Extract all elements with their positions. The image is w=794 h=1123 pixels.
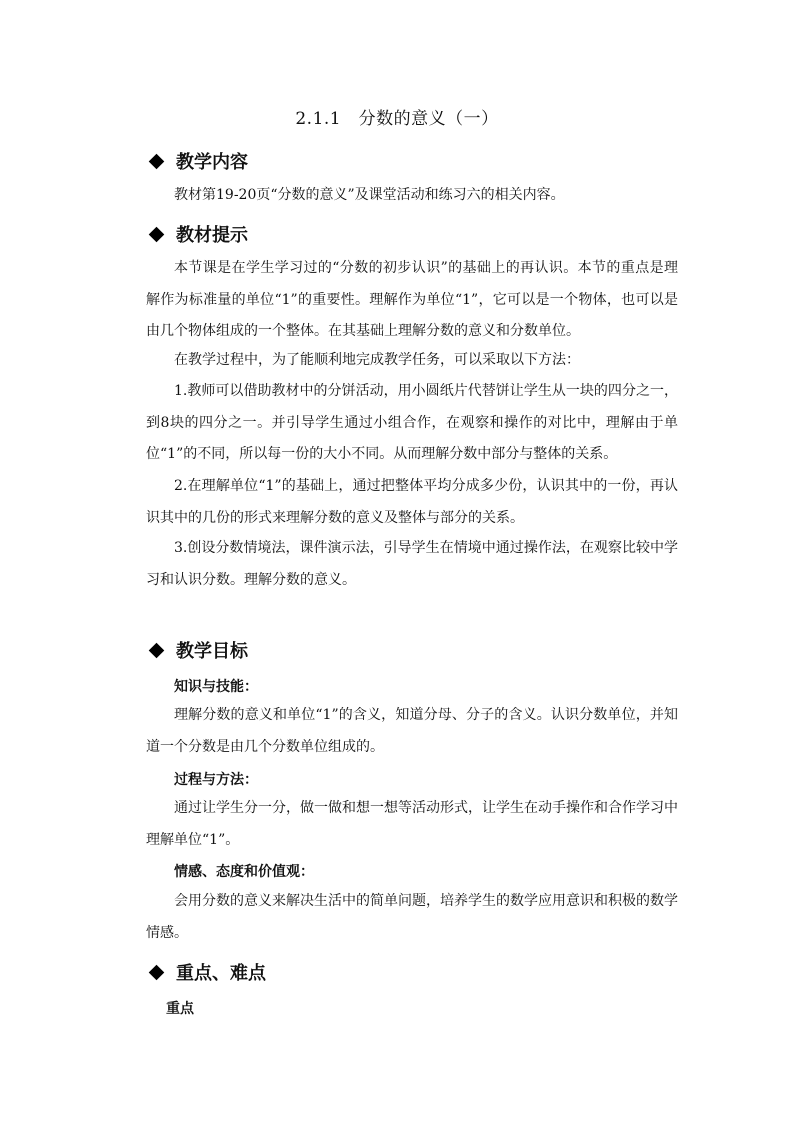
paragraph: 本节课是在学生学习过的“分数的初步认识”的基础上的再认识。本节的重点是理解作为标准量的单位“1”的重要性。理解作为单位“1”，它可以是一个物体，也可以是由几个物体组成的一个整体。在其基础上理解分数的意义和分数单位。 xyxy=(146,260,678,339)
paragraph: 3.创设分数情境法，课件演示法，引导学生在情境中通过操作法，在观察比较中学习和认识分数。理解分数的意义。 xyxy=(146,540,678,588)
subsection-label-knowledge: 知识与技能： xyxy=(174,679,258,695)
paragraph: 理解分数的意义和单位“1”的含义，知道分母、分子的含义。认识分数单位，并知道一个分数是由几个分数单位组成的。 xyxy=(146,707,678,755)
section-heading-label: 重点、难点 xyxy=(176,963,266,984)
paragraph: 2.在理解单位“1”的基础上，通过把整体平均分成多少份，认识其中的一份，再认识其中的几份的形式来理解分数的意义及整体与部分的关系。 xyxy=(146,478,678,526)
diamond-bullet-icon xyxy=(149,642,165,658)
diamond-bullet-icon xyxy=(149,964,165,980)
section-heading-teaching-goals xyxy=(148,637,248,663)
paragraph: 通过让学生分一分，做一做和想一想等活动形式，让学生在动手操作和合作学习中理解单位“1”。 xyxy=(146,800,678,848)
section-heading-label: 教材提示 xyxy=(176,225,248,246)
page-title: 2.1.1 分数的意义（一） xyxy=(295,109,499,129)
subsection-label-attitude: 情感、态度和价值观： xyxy=(174,864,314,880)
section-heading-textbook-tips xyxy=(148,221,248,247)
subsection-label-process: 过程与方法： xyxy=(174,772,258,788)
subsection-label-key-point: 重点 xyxy=(166,1001,194,1017)
section-heading-label: 教学内容 xyxy=(176,152,248,173)
paragraph: 会用分数的意义来解决生活中的简单问题，培养学生的数学应用意识和积极的数学情感。 xyxy=(146,893,678,941)
section-heading-teaching-content xyxy=(148,148,248,174)
paragraph: 1.教师可以借助教材中的分饼活动，用小圆纸片代替饼让学生从一块的四分之一，到8块的四分之一。并引导学生通过小组合作，在观察和操作的对比中，理解由于单位“1”的不同，所以每一份的大小不同。从而理解分数中部分与整体的关系。 xyxy=(146,383,678,462)
section-heading-key-points xyxy=(148,959,266,985)
diamond-bullet-icon xyxy=(149,226,165,242)
paragraph: 教材第19-20页“分数的意义”及课堂活动和练习六的相关内容。 xyxy=(174,187,565,203)
diamond-bullet-icon xyxy=(149,153,165,169)
section-heading-label: 教学目标 xyxy=(176,641,248,662)
paragraph: 在教学过程中，为了能顺利地完成教学任务，可以采取以下方法： xyxy=(174,352,580,368)
